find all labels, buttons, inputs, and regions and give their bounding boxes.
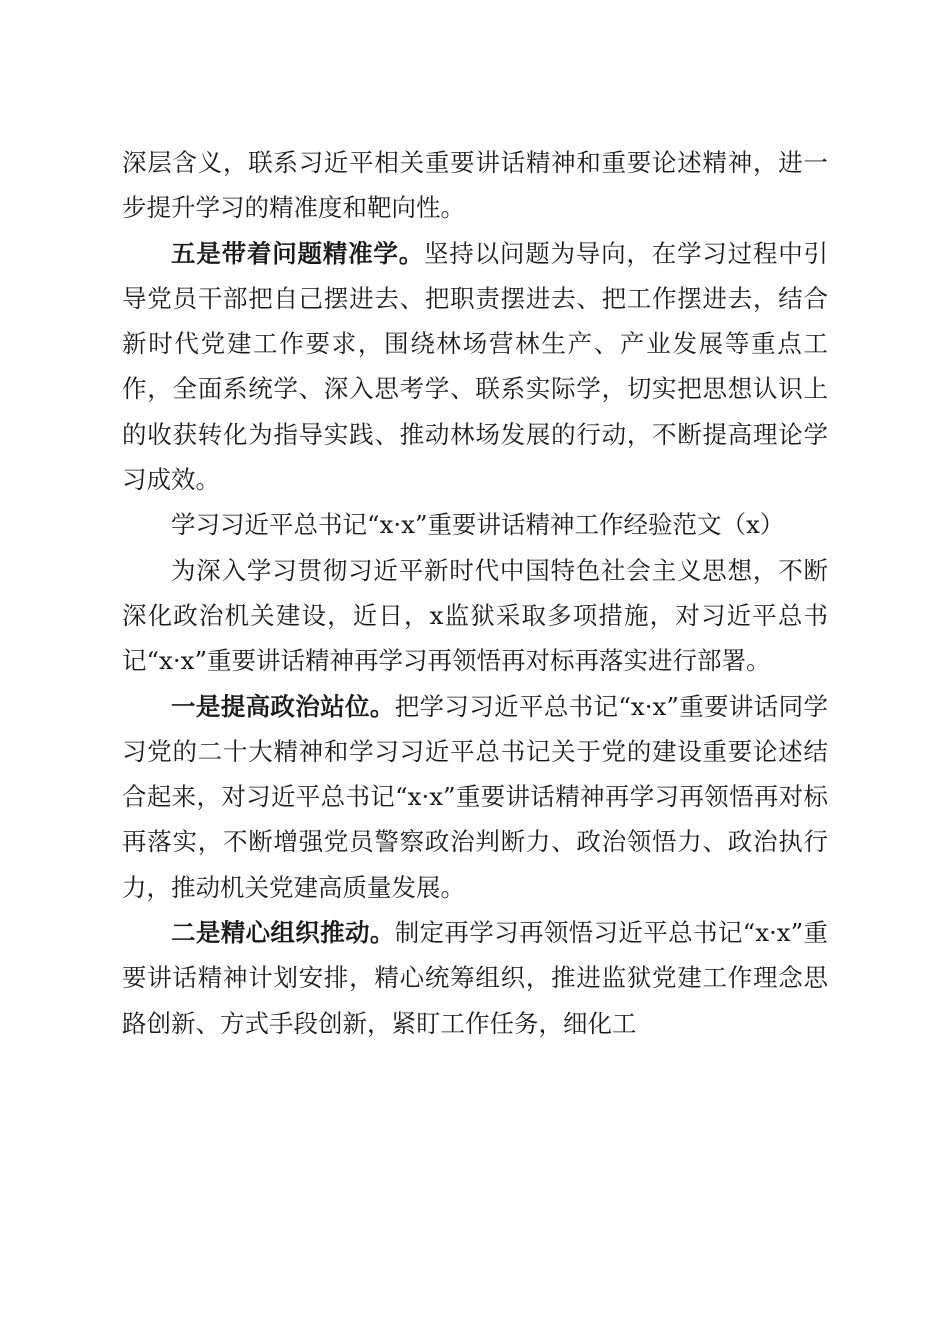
paragraph-text: 制定再学习再领悟习近平总书记“x·x”重要讲话精神计划安排，精心统筹组织，推进监狱党建工作理念思路创新、方式手段创新，紧盯工作任务，细化工 <box>122 918 828 1038</box>
paragraph-continuation <box>122 140 828 231</box>
paragraph-text: 为深入学习贯彻习近平新时代中国特色社会主义思想，不断深化政治机关建设，近日，x监狱采取多项措施，对习近平总书记“x·x”重要讲话精神再学习再领悟再对标再落实进行部署。 <box>122 555 828 676</box>
paragraph-text: 坚持以问题为导向，在学习过程中引导党员干部把自己摆进去、把职责摆进去、把工作摆进去，结合新时代党建工作要求，围绕林场营林生产、产业发展等重点工作，全面系统学、深入思考学、联系实际学，切实把思想认识上的收获转化为指导实践、推动林场发展的行动，不断提高理论学习成效。 <box>122 238 828 495</box>
paragraph-text: 把学习习近平总书记“x·x”重要讲话同学习党的二十大精神和学习习近平总书记关于党的建设重要论述结合起来，对习近平总书记“x·x”重要讲话精神再学习再领悟再对标再落实，不断增强党员警察政治判断力、政治领悟力、政治执行力，推动机关党建高质量发展。 <box>122 691 828 902</box>
document-body <box>122 140 828 1046</box>
paragraph-intro <box>122 548 828 684</box>
paragraph-point-five <box>122 231 828 503</box>
paragraph-lead: 五是带着问题精准学。 <box>171 238 424 268</box>
paragraph-lead: 二是精心组织推动。 <box>171 918 395 948</box>
section-title <box>122 502 828 547</box>
paragraph-text: 深层含义，联系习近平相关重要讲话精神和重要论述精神，进一步提升学习的精准度和靶向性。 <box>122 148 828 223</box>
paragraph-point-two <box>122 910 828 1046</box>
section-title-text: 学习习近平总书记“x·x”重要讲话精神工作经验范文（x） <box>171 510 785 540</box>
paragraph-point-one <box>122 684 828 910</box>
paragraph-lead: 一是提高政治站位。 <box>171 691 395 721</box>
